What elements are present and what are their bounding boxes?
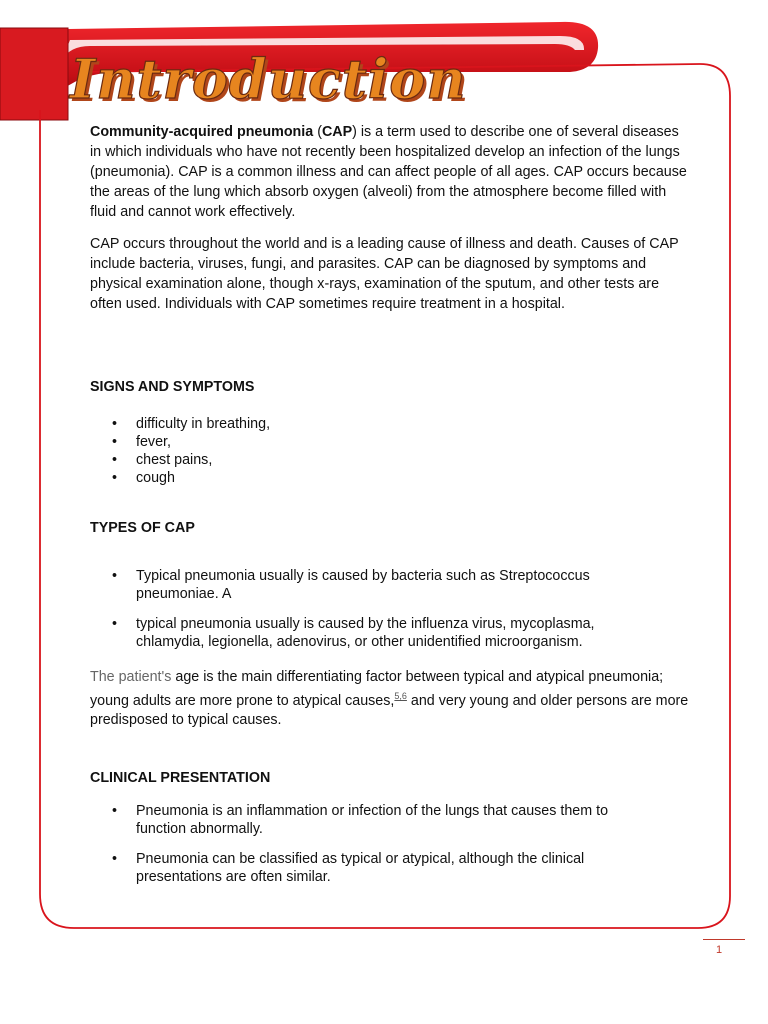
types-list — [112, 567, 652, 663]
types-note — [90, 668, 690, 730]
page-number-rule — [703, 939, 745, 940]
intro-paragraph-1 — [90, 122, 690, 222]
intro-paragraph-2: CAP occurs throughout the world and is a leading cause of illness and death. Causes of CAP include bacteria, viruses, fungi, and parasites. CAP can be diagnosed by symptoms and physical examination alone, though x-rays, examination of the sputum, and other tests are often used. Individuals with CAP sometimes require treatment in a hospital. — [90, 236, 679, 312]
intro-paragraph-1-text: ) is a term used to describe one of several diseases in which individuals who have not recently been hospitalized develop an infection of the lungs (pneumonia). CAP is a common illness and can affect people of all ages. CAP occurs because the areas of the lung which absorb oxygen (alveoli) from the atmosphere become filled with fluid and cannot work effectively. — [90, 124, 687, 220]
intro-section — [90, 122, 690, 326]
list-item: • typical pneumonia usually is caused by the influenza virus, mycoplasma, chlamydia, legionella, adenovirus, or other unidentified microorganism. — [112, 615, 652, 651]
list-item: • difficulty in breathing, — [112, 415, 270, 433]
note-text-b: and very young and older persons are more predisposed to typical causes. — [90, 692, 689, 728]
clinical-heading: CLINICAL PRESENTATION — [90, 770, 271, 786]
clinical-list — [112, 802, 652, 898]
note-text-a: age is the main differentiating factor between typical and atypical pneumonia; young adults are more prone to atypical causes, — [90, 669, 664, 709]
citation-link[interactable]: 5,6 — [394, 691, 407, 701]
note-grey-text: The patient's — [90, 669, 172, 685]
signs-list — [112, 415, 270, 487]
header-left-block — [0, 28, 68, 120]
page-title: Introduction — [70, 47, 467, 111]
abbr-bold: CAP — [321, 124, 353, 140]
list-item: • Typical pneumonia usually is caused by bacteria such as Streptococcus pneumoniae. A — [112, 567, 652, 603]
list-item: • Pneumonia can be classified as typical or atypical, although the clinical presentations are often similar. — [112, 850, 652, 886]
term-bold: Community-acquired pneumonia — [90, 124, 314, 140]
open-paren: ( — [313, 124, 322, 140]
signs-heading: SIGNS AND SYMPTOMS — [90, 379, 255, 395]
list-item: • fever, — [112, 433, 270, 451]
types-heading: TYPES OF CAP — [90, 520, 195, 536]
list-item: • Pneumonia is an inflammation or infection of the lungs that causes them to function abnormally. — [112, 802, 652, 838]
list-item: • cough — [112, 469, 270, 487]
list-item: • chest pains, — [112, 451, 270, 469]
page-number: 1 — [716, 944, 723, 956]
